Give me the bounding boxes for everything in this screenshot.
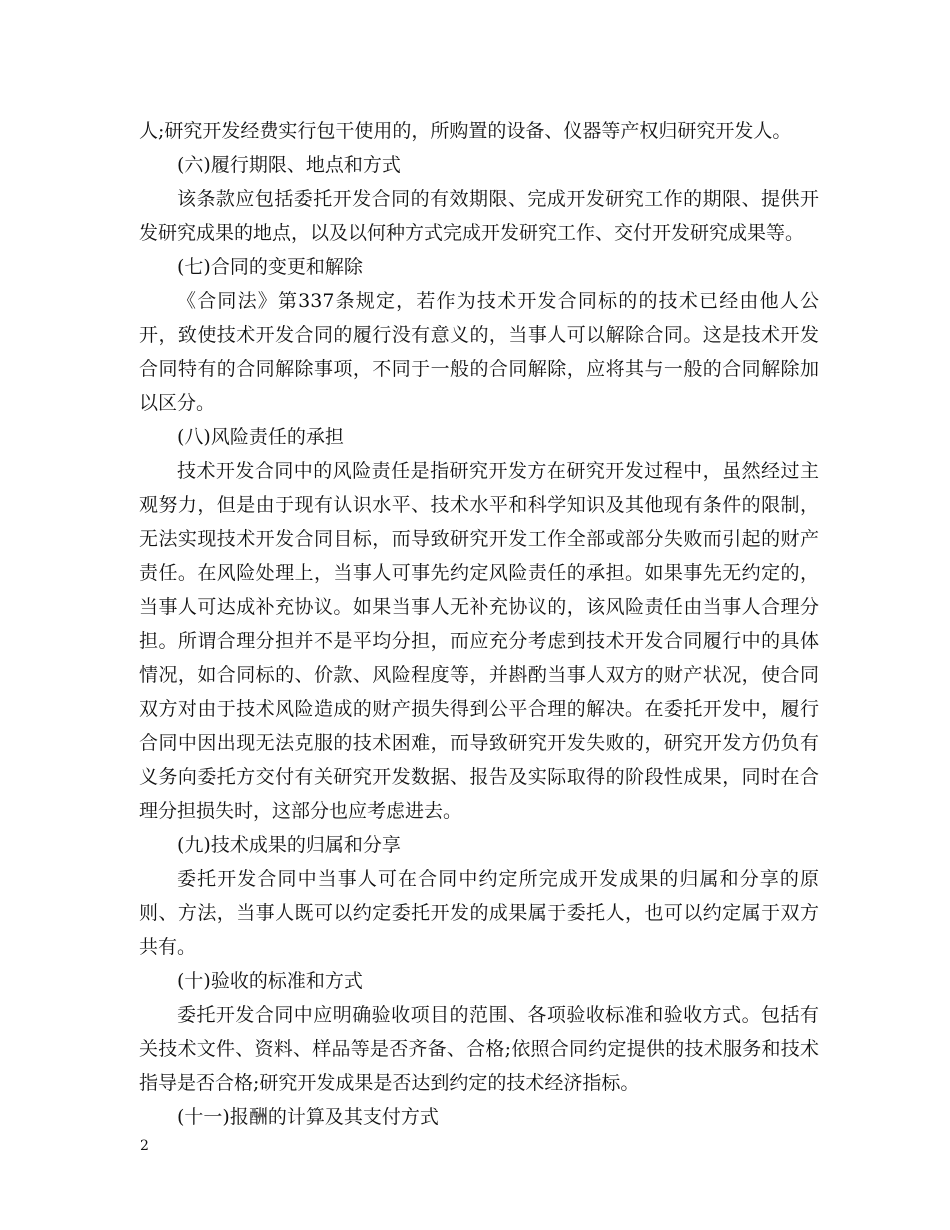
- paragraph-risk-liability: 技术开发合同中的风险责任是指研究开发方在研究开发过程中，虽然经过主观努力，但是由于现有认识水平、技术水平和科学知识及其他现有条件的限制，无法实现技术开发合同目标，而导致研究开发工作全部或部分失败而引起的财产责任。在风险处理上，当事人可事先约定风险责任的承担。如果事先无约定的，当事人可达成补充协议。如果当事人无补充协议的，该风险责任由当事人合理分担。所谓合理分担并不是平均分担，而应充分考虑到技术开发合同履行中的具体情况，如合同标的、价款、风险程度等，并斟酌当事人双方的财产状况，使合同双方对由于技术风险造成的财产损失得到公平合理的解决。在委托开发中，履行合同中因出现无法克服的技术困难，而导致研究开发失败的，研究开发方仍负有义务向委托方交付有关研究开发数据、报告及实际取得的阶段性成果，同时在合理分担损失时，这部分也应考虑进去。: [139, 460, 819, 822]
- document-body: [139, 114, 819, 1134]
- section-heading-11: (十一)报酬的计算及其支付方式: [177, 1106, 439, 1128]
- section-heading-7: (七)合同的变更和解除: [177, 256, 363, 278]
- paragraph-contract-change: 《合同法》第337条规定，若作为技术开发合同标的的技术已经由他人公开，致使技术开发合同的履行没有意义的，当事人可以解除合同。这是技术开发合同特有的合同解除事项，不同于一般的合同解除，应将其与一般的合同解除加以区分。: [139, 290, 819, 414]
- section-heading-8: (八)风险责任的承担: [177, 426, 344, 448]
- page-number: 2: [140, 1138, 149, 1154]
- paragraph-acceptance-standard: 委托开发合同中应明确验收项目的范围、各项验收标准和验收方式。包括有关技术文件、资料、样品等是否齐备、合格;依照合同约定提供的技术服务和技术指导是否合格;研究开发成果是否达到约定的技术经济指标。: [139, 1004, 819, 1094]
- paragraph-term-place-method: 该条款应包括委托开发合同的有效期限、完成开发研究工作的期限、提供开发研究成果的地点，以及以何种方式完成开发研究工作、交付开发研究成果等。: [139, 188, 819, 244]
- paragraph-continuation: 人;研究开发经费实行包干使用的，所购置的设备、仪器等产权归研究开发人。: [139, 120, 792, 142]
- section-heading-9: (九)技术成果的归属和分享: [177, 834, 401, 856]
- section-heading-10: (十)验收的标准和方式: [177, 970, 363, 992]
- paragraph-result-ownership: 委托开发合同中当事人可在合同中约定所完成开发成果的归属和分享的原则、方法，当事人既可以约定委托开发的成果属于委托人，也可以约定属于双方共有。: [139, 868, 819, 958]
- section-heading-6: (六)履行期限、地点和方式: [177, 154, 401, 176]
